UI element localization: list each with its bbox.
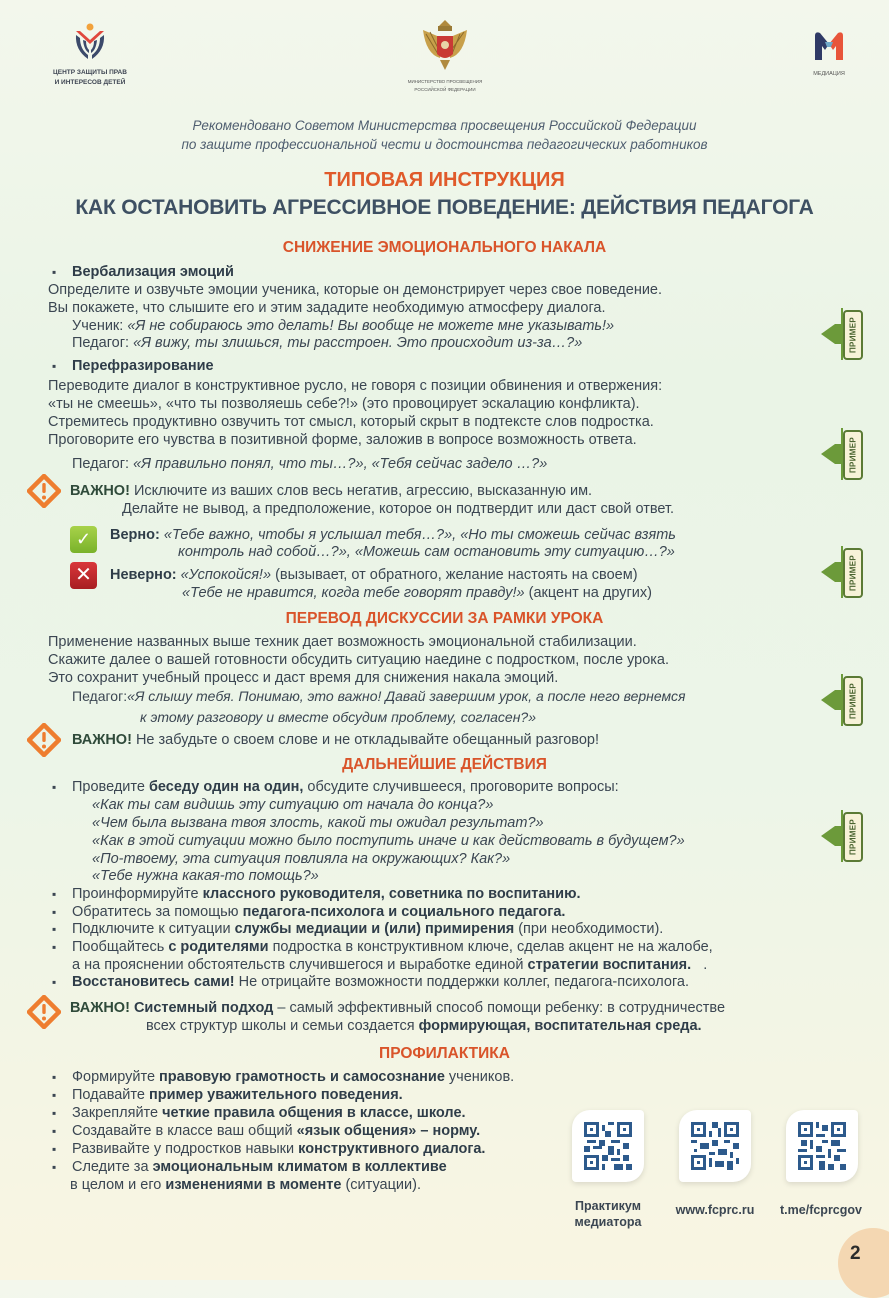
item-text: Закрепляйте (72, 1105, 163, 1121)
section-heading-de-escalation: СНИЖЕНИЕ ЭМОЦИОНАЛЬНОГО НАКАЛА (282, 239, 607, 256)
item-text: Развивайте у подростков навыки (72, 1141, 299, 1157)
verbalization-title-text: Вербализация эмоций (72, 264, 234, 280)
page-title: КАК ОСТАНОВИТЬ АГРЕССИВНОЕ ПОВЕДЕНИЕ: ДЕЙСТВИЯ ПЕДАГОГА (75, 196, 814, 219)
qr-label-mediator-practicum (562, 1198, 654, 1230)
qr-label-line-1: t.me/fcprcgov (780, 1203, 862, 1217)
left-arrow-icon (821, 810, 843, 862)
item-bold: «язык общения» – норму. (296, 1123, 481, 1139)
warning-icon (27, 723, 61, 757)
paraphrasing-title-text: Перефразирование (72, 358, 214, 374)
section-heading-move-discussion: ПЕРЕВОД ДИСКУССИИ ЗА РАМКИ УРОКА (285, 610, 604, 627)
correct-label: Верно: (110, 527, 160, 543)
example-badge (815, 802, 865, 868)
item-text: . (691, 957, 708, 973)
teacher-label: Педагог: (72, 456, 130, 472)
item-text: Пообщайтесь (72, 939, 169, 955)
verbalization-line-2: Вы покажете, что слышите его и этим зададите необходимую атмосферу диалога. (48, 300, 606, 316)
prevention-item (52, 1068, 514, 1086)
teacher-label: Педагог: (72, 335, 130, 351)
important-note-2 (72, 731, 599, 749)
incorrect-quote-2: «Тебе не нравится, когда тебе говорят правду!» (182, 585, 525, 601)
item-bold: педагога-психолога и социального педагога. (242, 904, 566, 920)
teacher-quote: «Я правильно понял, что ты…?», «Тебя сейчас задело …?» (133, 456, 548, 472)
incorrect-note-2: (акцент на других) (528, 585, 652, 601)
logo-ministry (395, 14, 495, 93)
next-step-item-5 (52, 938, 713, 956)
left-arrow-icon (821, 674, 843, 726)
student-label: Ученик: (72, 318, 124, 334)
eagle-emblem-icon (420, 14, 470, 72)
qr-code-mediator-practicum[interactable] (572, 1110, 644, 1182)
important-text: – самый эффективный способ помощи ребенку: в сотрудничестве (273, 1000, 726, 1016)
verbalization-line-1: Определите и озвучьте эмоции ученика, которые он демонстрирует через свое поведение. (48, 282, 663, 298)
item-text: Создавайте в классе ваш общий (72, 1123, 297, 1139)
item-text: Следите за (72, 1159, 153, 1175)
item-text: в целом и его (70, 1177, 166, 1193)
qr-code-website[interactable] (679, 1110, 751, 1182)
example-badge (815, 300, 865, 366)
important-note-3-line-2 (146, 1017, 702, 1035)
logo-mediation (800, 28, 858, 77)
important-label: ВАЖНО! (72, 732, 132, 748)
incorrect-label: Неверно: (110, 567, 177, 583)
important-text: Исключите из ваших слов весь негатив, агрессию, высказанную им. (133, 483, 593, 499)
important-label: ВАЖНО! (70, 483, 130, 499)
paraphrasing-line-2: «ты не смеешь», «что ты позволяешь себе?!» (это провоцирует эскалацию конфликта). (48, 396, 640, 412)
question-2: «Чем была вызвана твоя злость, какой ты ожидал результат?» (92, 815, 544, 831)
important-note-3 (70, 999, 725, 1017)
qr-code-icon (691, 1122, 739, 1170)
next-step-item-6 (52, 973, 689, 991)
item-bold: Восстановитесь сами! (72, 974, 235, 990)
item-text: обсудите случившееся, проговорите вопросы: (303, 779, 619, 795)
verbalization-title (52, 263, 234, 281)
left-arrow-icon (821, 546, 843, 598)
question-3: «Как в этой ситуации можно было поступить иначе и как действовать в будущем?» (92, 833, 685, 849)
qr-label-line-2: медиатора (574, 1215, 642, 1229)
item-text: Не отрицайте возможности поддержки коллег, педагога-психолога. (234, 974, 690, 990)
next-step-item-5-line-2 (72, 956, 707, 974)
doc-type-title: ТИПОВАЯ ИНСТРУКЦИЯ (324, 169, 565, 191)
prevention-item (52, 1086, 403, 1104)
page-number-badge (838, 1228, 889, 1298)
item-text: Проинформируйте (72, 886, 203, 902)
item-text: подростка в конструктивном ключе, сделав акцент не на жалобе, (268, 939, 713, 955)
student-example (72, 317, 614, 335)
item-bold: стратегии воспитания. (527, 957, 692, 973)
next-step-item-3 (52, 903, 565, 921)
correct-example (110, 526, 676, 544)
logo-left-text-1: ЦЕНТР ЗАЩИТЫ ПРАВ (53, 69, 127, 76)
section-heading-next-steps: ДАЛЬНЕЙШИЕ ДЕЙСТВИЯ (342, 756, 547, 773)
left-arrow-icon (821, 428, 843, 480)
discussion-line-2: Скажите далее о вашей готовности обсудить ситуацию наедине с подростком, после урока. (48, 652, 670, 668)
hands-heart-logo-icon (70, 22, 110, 62)
item-bold: конструктивного диалога. (298, 1141, 486, 1157)
qr-label-telegram (766, 1202, 876, 1218)
example-label: ПРИМЕР (848, 683, 858, 719)
correct-line-2: контроль над собой…?», «Можешь сам остановить эту ситуацию…?» (178, 544, 675, 560)
logo-child-rights-center (40, 22, 140, 87)
next-step-item-4 (52, 920, 663, 938)
logo-right-text: МЕДИАЦИЯ (813, 71, 845, 77)
qr-code-icon (584, 1122, 632, 1170)
warning-icon (27, 995, 61, 1029)
important-note-1 (70, 482, 592, 500)
teacher-example-2 (72, 455, 547, 473)
example-badge (815, 538, 865, 604)
logo-left-text-2: И ИНТЕРЕСОВ ДЕТЕЙ (54, 79, 126, 86)
item-text: (при необходимости). (514, 921, 664, 937)
item-bold: классного руководителя, советника по воспитанию. (202, 886, 581, 902)
item-text: учеников. (444, 1069, 515, 1085)
item-text: Проведите (72, 779, 149, 795)
recommendation-line-1: Рекомендовано Советом Министерства просвещения Российской Федерации (192, 118, 697, 133)
item-text: Обратитесь за помощью (72, 904, 243, 920)
qr-label-line-1: www.fcprc.ru (675, 1203, 755, 1217)
mediation-m-logo-icon (811, 28, 847, 64)
prevention-item (52, 1158, 447, 1176)
teacher-label: Педагог: (72, 688, 128, 704)
paraphrasing-line-1: Переводите диалог в конструктивное русло, не говоря с позиции обвинения и отвержения: (48, 378, 663, 394)
correct-line-1: «Тебе важно, чтобы я услышал тебя…?», «Но ты сможешь сейчас взять (163, 527, 676, 543)
important-bold: формирующая, воспитательная среда. (418, 1018, 702, 1034)
item-text: Подключите к ситуации (72, 921, 235, 937)
next-step-item-2 (52, 885, 581, 903)
incorrect-quote-1: «Успокойся!» (180, 567, 272, 583)
item-bold: пример уважительного поведения. (148, 1087, 403, 1103)
teacher-quote: «Я вижу, ты злишься, ты расстроен. Это происходит из-за…?» (133, 335, 583, 351)
prevention-item (52, 1104, 466, 1122)
example-label: ПРИМЕР (848, 819, 858, 855)
prevention-item (52, 1122, 480, 1140)
teacher-example-3 (72, 687, 685, 705)
item-bold: беседу один на один, (148, 779, 304, 795)
item-bold: службы медиации и (или) примирения (234, 921, 515, 937)
item-bold: правовую грамотность и самосознание (159, 1069, 445, 1085)
incorrect-example (110, 566, 638, 584)
important-note-1-line-2: Делайте не вывод, а предположение, которое он подтвердит или даст свой ответ. (122, 501, 675, 517)
next-step-item-1 (52, 778, 619, 796)
item-text: (ситуации). (341, 1177, 421, 1193)
section-heading-prevention: ПРОФИЛАКТИКА (379, 1045, 510, 1062)
left-arrow-icon (821, 308, 843, 360)
example-label: ПРИМЕР (848, 437, 858, 473)
question-1: «Как ты сам видишь эту ситуацию от начала до конца?» (92, 797, 494, 813)
logo-mid-text-2: РОССИЙСКОЙ ФЕДЕРАЦИИ (414, 87, 476, 92)
discussion-line-1: Применение названных выше техник дает возможность эмоциональной стабилизации. (48, 634, 637, 650)
example-label: ПРИМЕР (848, 317, 858, 353)
qr-code-telegram[interactable] (786, 1110, 858, 1182)
student-quote: «Я не собираюсь это делать! Вы вообще не можете мне указывать!» (127, 318, 615, 334)
item-text: Формируйте (72, 1069, 160, 1085)
prevention-item (52, 1140, 485, 1158)
logo-mid-text-1: МИНИСТЕРСТВО ПРОСВЕЩЕНИЯ (407, 79, 483, 84)
example-badge (815, 666, 865, 732)
qr-code-icon (798, 1122, 846, 1170)
item-bold: с родителями (168, 939, 269, 955)
paraphrasing-line-4: Проговорите его чувства в позитивной форме, заложив в вопросе возможность ответа. (48, 432, 637, 448)
item-bold: четкие правила общения в классе, школе. (162, 1105, 466, 1121)
important-bold: Системный подход (133, 1000, 274, 1016)
teacher-quote-2: к этому разговору и вместе обсудим проблему, согласен?» (140, 709, 536, 725)
incorrect-note-1: (вызывает, от обратного, желание настоять на своем) (275, 567, 638, 583)
page-number: 2 (850, 1243, 861, 1264)
example-label: ПРИМЕР (848, 555, 858, 591)
cross-icon: ✕ (70, 562, 97, 589)
important-text: всех структур школы и семьи создается (146, 1018, 419, 1034)
item-bold: изменениями в моменте (165, 1177, 342, 1193)
paraphrasing-title (52, 357, 214, 375)
qr-label-line-1: Практикум (575, 1199, 641, 1213)
teacher-example-1 (72, 334, 582, 352)
qr-label-website (665, 1202, 765, 1218)
item-text: а на прояснении обстоятельств случившегося и выработке единой (72, 957, 528, 973)
prevention-item-last-line (70, 1176, 421, 1194)
item-bold: эмоциональным климатом в коллективе (152, 1159, 447, 1175)
important-label: ВАЖНО! (70, 1000, 130, 1016)
teacher-quote-1: «Я слышу тебя. Понимаю, это важно! Давай завершим урок, а после него вернемся (127, 688, 686, 704)
incorrect-line-2 (182, 584, 652, 602)
question-4: «По-твоему, эта ситуация повлияла на окружающих? Как?» (92, 851, 511, 867)
warning-icon (27, 474, 61, 508)
check-icon: ✓ (70, 526, 97, 553)
recommendation-line-2: по защите профессиональной чести и достоинства педагогических работников (181, 137, 708, 152)
paraphrasing-line-3: Стремитесь продуктивно озвучить тот смысл, который скрыт в подтексте слов подростка. (48, 414, 654, 430)
discussion-line-3: Это сохранит учебный процесс и даст время для снижения накала эмоций. (48, 670, 559, 686)
example-badge (815, 420, 865, 486)
question-5: «Тебе нужна какая-то помощь?» (92, 868, 319, 884)
item-text: Подавайте (72, 1087, 149, 1103)
recommendation-note (0, 116, 889, 154)
important-text: Не забудьте о своем слове и не откладывайте обещанный разговор! (135, 732, 599, 748)
